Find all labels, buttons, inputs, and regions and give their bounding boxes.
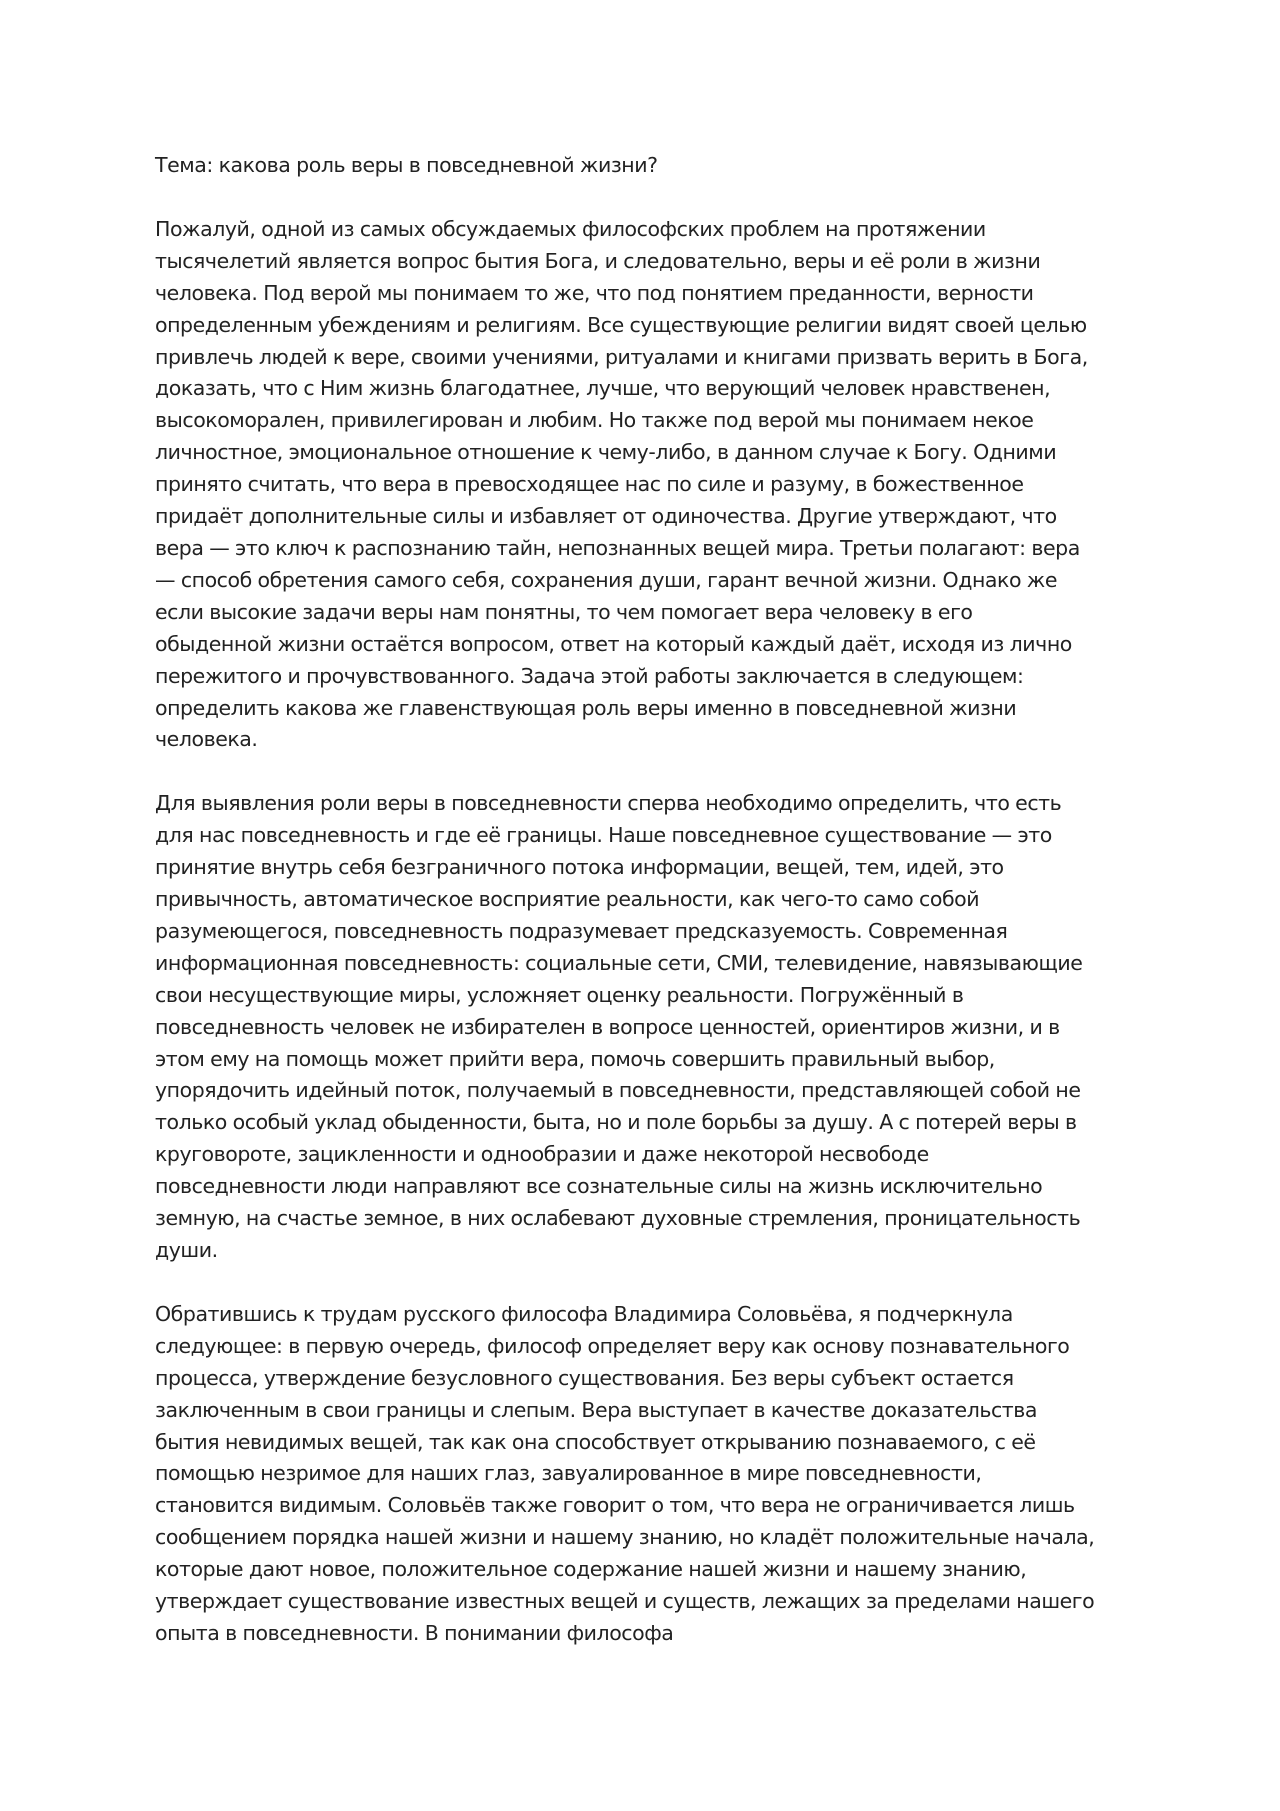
document-title: Тема: какова роль веры в повседневной жизни? [155, 153, 658, 177]
document-body [155, 150, 1095, 1650]
paragraph-solovyov: Обратившись к трудам русского философа Владимира Соловьёва, я подчеркнула следующее: в первую очередь, философ определяет веру как основу познавательного процесса, утверждение безусловного существования. Без веры субъект остается заключенным в свои границы и слепым. Вера выступает в качестве доказательства бытия невидимых вещей, так как она способствует открыванию познаваемого, с её помощью незримое для наших глаз, завуалированное в мире повседневности, становится видимым. Соловьёв также говорит о том, что вера не ограничивается лишь сообщением порядка нашей жизни и нашему знанию, но кладёт положительные начала, которые дают новое, положительное содержание нашей жизни и нашему знанию, утверждает существование известных вещей и существ, лежащих за пределами нашего опыта в повседневности. В понимании философа [155, 1301, 1095, 1645]
paragraph-everyday-life: Для выявления роли веры в повседневности сперва необходимо определить, что есть для нас повседневность и где её границы. Наше повседневное существование — это принятие внутрь себя безграничного потока информации, вещей, тем, идей, это привычность, автоматическое восприятие реальности, как чего-то само собой разумеющегося, повседневность подразумевает предсказуемость. Современная информационная повседневность: социальные сети, СМИ, телевидение, навязывающие свои несуществующие миры, усложняет оценку реальности. Погружённый в повседневность человек не избирателен в вопросе ценностей, ориентиров жизни, и в этом ему на помощь может прийти вера, помочь совершить правильный выбор, упорядочить идейный поток, получаемый в повседневности, представляющей собой не только особый уклад обыденности, быта, но и поле борьбы за душу. А с потерей веры в круговороте, зацикленности и однообразии и даже некоторой несвободе повседневности люди направляют все сознательные силы на жизнь исключительно земную, на счастье земное, в них ослабевают духовные стремления, проницательность души. [155, 791, 1083, 1262]
paragraph-intro: Пожалуй, одной из самых обсуждаемых философских проблем на протяжении тысячелетий является вопрос бытия Бога, и следовательно, веры и её роли в жизни человека. Под верой мы понимаем то же, что под понятием преданности, верности определенным убеждениям и религиям. Все существующие религии видят своей целью привлечь людей к вере, своими учениями, ритуалами и книгами призвать верить в Бога, доказать, что с Ним жизнь благодатнее, лучше, что верующий человек нравственен, высокоморален, привилегирован и любим. Но также под верой мы понимаем некое личностное, эмоциональное отношение к чему-либо, в данном случае к Богу. Одними принято считать, что вера в превосходящее нас по силе и разуму, в божественное придаёт дополнительные силы и избавляет от одиночества. Другие утверждают, что вера — это ключ к распознанию тайн, непознанных вещей мира. Третьи полагают: вера — способ обретения самого себя, сохранения души, гарант вечной жизни. Однако же если высокие задачи веры нам понятны, то чем помогает вера человеку в его обыденной жизни остаётся вопросом, ответ на который каждый даёт, исходя из лично пережитого и прочувствованного. Задача этой работы заключается в следующем: определить какова же главенствующая роль веры именно в повседневной жизни человека. [155, 216, 1088, 752]
